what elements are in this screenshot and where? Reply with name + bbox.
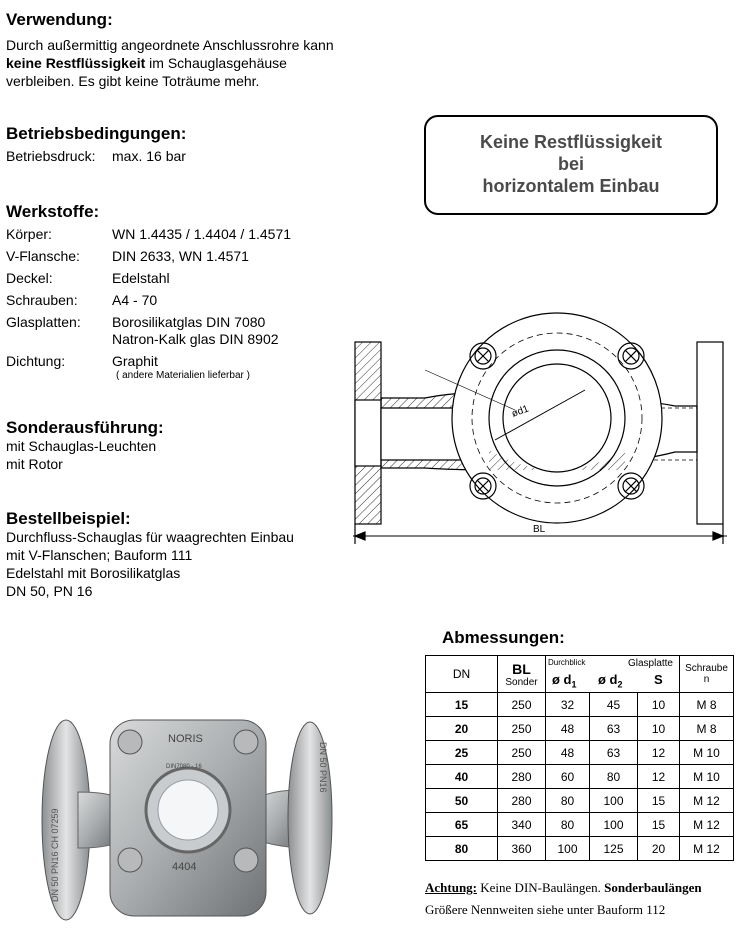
- callout-line1: Keine Restflüssigkeit: [479, 132, 663, 152]
- bestell-heading: Bestellbeispiel:: [6, 509, 131, 528]
- cell-d2: 63: [590, 717, 638, 741]
- cell-n: M 8: [680, 693, 734, 717]
- cell-d1: 80: [546, 789, 590, 813]
- note-text: Keine DIN-Baulängen.: [477, 880, 605, 895]
- body-circle: [452, 313, 662, 523]
- cell-dn: 20: [426, 717, 498, 741]
- sonder-heading: Sonderausführung:: [6, 418, 164, 437]
- cell-d1: 60: [546, 765, 590, 789]
- right-flange: [697, 342, 723, 524]
- table-row: [426, 813, 734, 837]
- table-row: [426, 741, 734, 765]
- verwendung-line1: Durch außermittig angeordnete Anschlussrohre kann: [6, 37, 334, 53]
- cell-s: 20: [638, 837, 680, 861]
- cell-bl: 280: [498, 765, 546, 789]
- cell-s: 12: [638, 765, 680, 789]
- abmessungen-heading: Abmessungen:: [442, 628, 565, 647]
- header-schraube-sub: n: [703, 674, 710, 685]
- note-bold: Sonderbaulängen: [604, 880, 702, 895]
- cell-n: M 12: [680, 789, 734, 813]
- cell-s: 10: [638, 693, 680, 717]
- callout-box: [424, 115, 718, 215]
- cell-d1: 48: [546, 741, 590, 765]
- cell-d1: 48: [546, 717, 590, 741]
- table-row: [426, 693, 734, 717]
- bestell-line3: Edelstahl mit Borosilikatglas: [6, 565, 181, 581]
- bolt-icon: [118, 848, 142, 872]
- bestell-line1: Durchfluss-Schauglas für waagrechten Einbau: [6, 529, 294, 545]
- cell-s: 15: [638, 813, 680, 837]
- werkstoff-label: Schrauben:: [6, 292, 78, 308]
- header-durchblick: Durchblick: [548, 658, 586, 667]
- cell-s: 15: [638, 789, 680, 813]
- werkstoff-label: Dichtung:: [6, 353, 66, 369]
- table-note-line2: Größere Nennweiten siehe unter Bauform 112: [425, 902, 666, 917]
- cell-d2: 100: [590, 789, 638, 813]
- cell-bl: 250: [498, 693, 546, 717]
- cell-dn: 40: [426, 765, 498, 789]
- betrieb-value: max. 16 bar: [112, 148, 186, 164]
- header-bl-label: BL: [512, 660, 531, 677]
- bolt-icon: [234, 848, 258, 872]
- cell-n: M 8: [680, 717, 734, 741]
- header-bl-sub: Sonder: [505, 676, 538, 688]
- cell-d1: 100: [546, 837, 590, 861]
- betrieb-label: Betriebsdruck:: [6, 148, 96, 164]
- cell-n: M 10: [680, 765, 734, 789]
- cell-dn: 80: [426, 837, 498, 861]
- bestell-text: [6, 528, 294, 600]
- callout-line2: bei: [557, 154, 584, 174]
- cell-s: 12: [638, 741, 680, 765]
- betrieb-heading: Betriebsbedingungen:: [6, 124, 187, 143]
- werkstoff-value: Borosilikatglas DIN 7080: [112, 314, 266, 330]
- photo-body-mark: 4404: [172, 861, 197, 873]
- cell-bl: 360: [498, 837, 546, 861]
- verwendung-line2: im Schauglasgehäuse: [145, 55, 287, 71]
- verwendung-text: [6, 36, 334, 90]
- werkstoff-value: A4 - 70: [112, 292, 158, 308]
- cell-d2: 63: [590, 741, 638, 765]
- werkstoff-value: Edelstahl: [112, 270, 170, 286]
- header-d1-sub: 1: [571, 679, 577, 690]
- header-schraube-label: Schraube: [685, 663, 728, 674]
- header-dn: DN: [426, 656, 498, 693]
- verwendung-heading: Verwendung:: [6, 10, 113, 29]
- werkstoff-label: V-Flansche:: [6, 248, 80, 264]
- d1-label: ød1: [510, 403, 531, 420]
- dimensions-table: [425, 655, 734, 861]
- photo-glass: [158, 780, 218, 840]
- cell-dn: 15: [426, 693, 498, 717]
- technical-drawing: [345, 300, 735, 550]
- sonder-line1: mit Schauglas-Leuchten: [6, 438, 157, 454]
- cell-dn: 50: [426, 789, 498, 813]
- header-glass: [546, 656, 680, 693]
- cell-dn: 65: [426, 813, 498, 837]
- bolt-icon: [234, 730, 258, 754]
- photo-brand: NORIS: [168, 733, 203, 745]
- header-s: S: [654, 672, 663, 687]
- photo-flange-left: DN 50 PN16 CH 07259: [50, 808, 60, 902]
- cell-d1: 80: [546, 813, 590, 837]
- header-d2: ø d: [598, 672, 618, 687]
- sonder-line2: mit Rotor: [6, 456, 63, 472]
- photo-glass-label: DIN7080 - 16: [166, 764, 202, 770]
- sonder-text: [6, 437, 156, 473]
- werkstoff-label: Deckel:: [6, 270, 53, 286]
- verwendung-line3: verbleiben. Es gibt keine Toträume mehr.: [6, 73, 260, 89]
- werkstoff-value: WN 1.4435 / 1.4404 / 1.4571: [112, 226, 292, 242]
- werkstoff-label: Körper:: [6, 226, 52, 242]
- cell-n: M 12: [680, 813, 734, 837]
- table-row: [426, 717, 734, 741]
- product-photo: [38, 712, 338, 927]
- cell-bl: 280: [498, 789, 546, 813]
- cell-d2: 100: [590, 813, 638, 837]
- cell-bl: 340: [498, 813, 546, 837]
- header-d2-sub: 2: [617, 679, 623, 690]
- bestell-line4: DN 50, PN 16: [6, 583, 93, 599]
- werkstoff-value: DIN 2633, WN 1.4571: [112, 248, 249, 264]
- table-row: [426, 765, 734, 789]
- cell-bl: 250: [498, 717, 546, 741]
- cell-n: M 12: [680, 837, 734, 861]
- cell-bl: 250: [498, 741, 546, 765]
- table-row: [426, 789, 734, 813]
- werkstoff-note: ( andere Materialien lieferbar ): [116, 370, 250, 381]
- cell-n: M 10: [680, 741, 734, 765]
- cell-s: 10: [638, 717, 680, 741]
- photo-flange-right: DN 50 PN16: [318, 742, 328, 793]
- header-bl: [498, 656, 546, 693]
- header-d1: ø d: [552, 672, 572, 687]
- bl-label: BL: [533, 524, 546, 535]
- cell-d2: 45: [590, 693, 638, 717]
- werkstoff-label: Glasplatten:: [6, 314, 81, 330]
- werkstoff-value: Graphit: [112, 353, 158, 369]
- cell-dn: 25: [426, 741, 498, 765]
- bolt-icon: [118, 730, 142, 754]
- note-label: Achtung:: [425, 880, 478, 895]
- table-note: [425, 880, 702, 896]
- cell-d2: 80: [590, 765, 638, 789]
- header-glasplatte: Glasplatte: [627, 658, 673, 669]
- callout-line3: horizontalem Einbau: [482, 176, 660, 196]
- header-schraube: [680, 656, 734, 693]
- verwendung-bold: keine Restflüssigkeit: [6, 55, 146, 71]
- bestell-line2: mit V-Flanschen; Bauform 111: [6, 547, 193, 563]
- cell-d1: 32: [546, 693, 590, 717]
- werkstoffe-heading: Werkstoffe:: [6, 202, 100, 221]
- werkstoff-value: Natron-Kalk glas DIN 8902: [112, 331, 279, 347]
- table-row: [426, 837, 734, 861]
- cell-d2: 125: [590, 837, 638, 861]
- table-header-row: [426, 656, 734, 693]
